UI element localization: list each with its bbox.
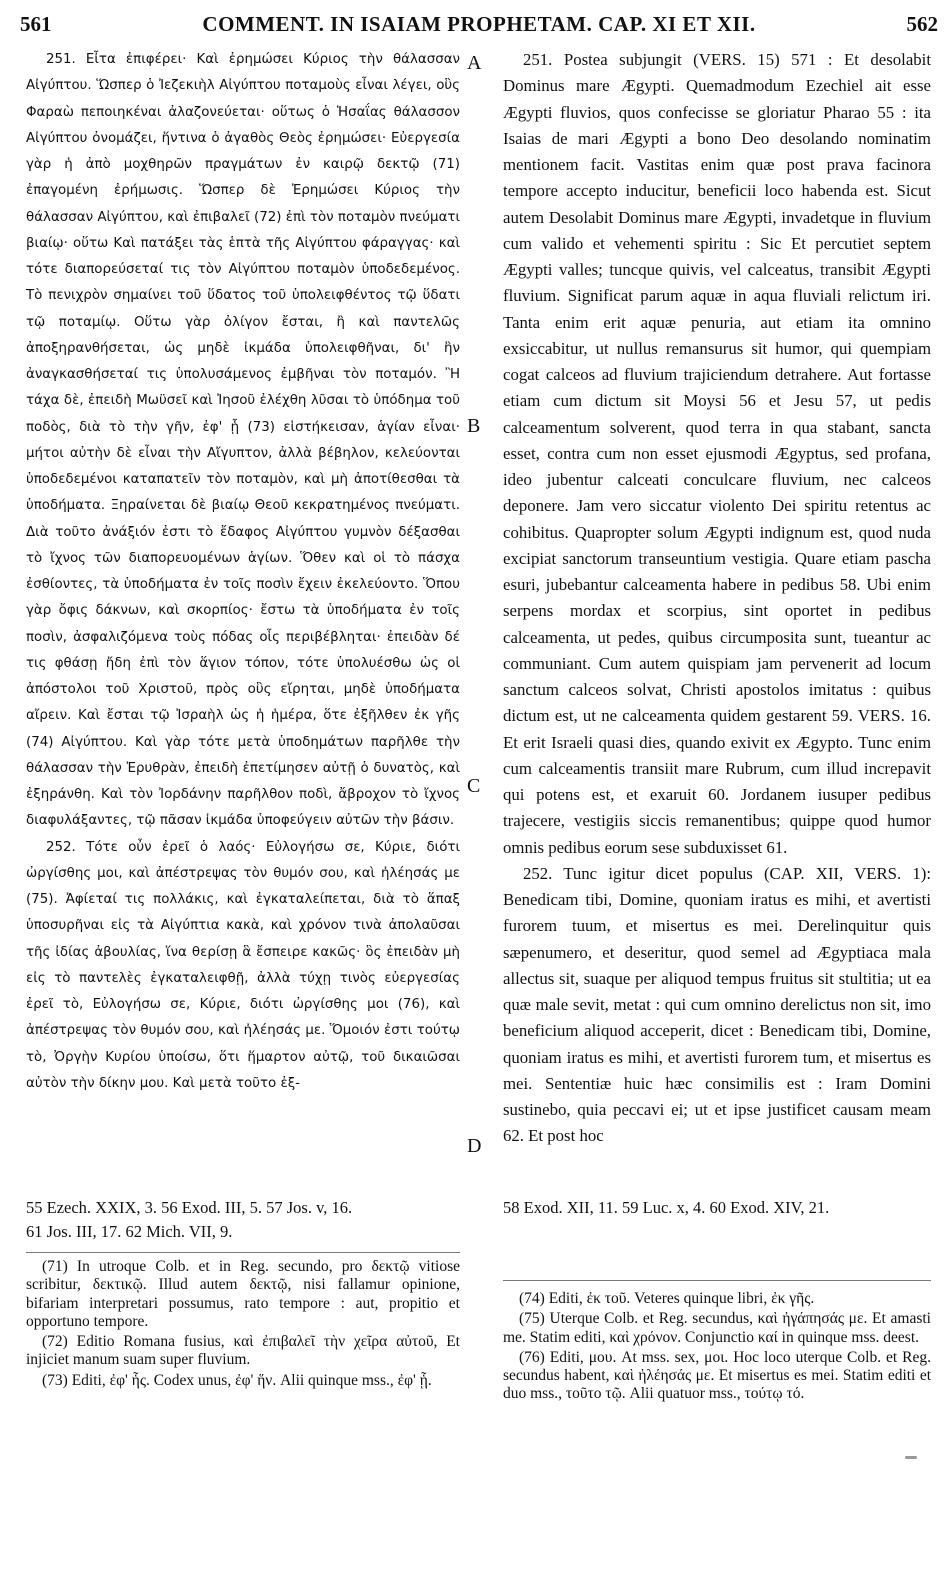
note-71: (71) In utroque Colb. et in Reg. secundo, pro δεκτῷ vitiose scribitur, δεκτικῷ. Illud autem δεκτῷ, nisi fallamur opinione, bifariam interpretari possumus, rato tempore : aut, propitio et opportuno tempore. [26,1258,460,1330]
reference-footnotes-right-1: 58 Exod. XII, 11. 59 Luc. x, 4. 60 Exod. XIV, 21. [503,1198,830,1217]
margin-letter-c: C [467,775,481,797]
note-76: (76) Editi, μου. At mss. sex, μοι. Hoc loco uterque Colb. et Reg. secundus habent, καὶ ἠλέησάς με. Et misertus es mei. Statim editi et duo mss., τοῦτο τῷ. Alii quatuor mss., τούτῳ τό. [503,1348,931,1403]
greek-paragraph-251: 251. Εἶτα ἐπιφέρει· Καὶ ἐρημώσει Κύριος τὴν θάλασσαν Αἰγύπτου. Ὥσπερ ὁ Ἰεζεκιὴλ Αἰγύπτου ποταμοὺς εἶναι λέγει, οὓς Φαραὼ πεποιηκέναι ἀλαζονεύεται· οὕτως ὁ Ἡσαΐας θάλασσον Αἰγύπτου ὀνομάζει, ἥντινα ὁ ἀγαθὸς Θεὸς ἐρημώσει· Εὐεργεσία γὰρ ἡ ἀπὸ μοχθηρῶν πραγμάτων ἐν καιρῷ δεκτῷ (71) ἐπαγομένη ἐρήμωσις. Ὥσπερ δὲ Ἐρημώσει Κύριος τὴν θάλασσαν Αἰγύπτου, καὶ ἐπιβαλεῖ (72) ἐπὶ τὸν ποταμὸν πνεύματι βιαίῳ· οὕτω Καὶ πατάξει τὰς ἑπτὰ τῆς Αἰγύπτου φάραγγας· καὶ τότε διαπορεύσεταί τις τὸν Αἰγύπτου ποταμὸν ὑποδεδεμένος. Τὸ πενιχρὸν σημαίνει τοῦ ὕδατος τοῦ ὑπολειφθέντος τῷ ὕδατι τῷ ποταμίῳ. Οὕτω γὰρ ὀλίγον ἔσται, ἢ καὶ παντελῶς ἀποξηρανθήσεται, ὡς μηδὲ ἰκμάδα ὑπολειφθῆναι, δι' ἣν ἀναγκασθήσεταί τις ὑπολυσάμενος ἐμβῆναι τὸν ποταμόν. Ἢ τάχα δὲ, ἐπειδὴ Μωϋσεῖ καὶ Ἰησοῦ ἐλέχθη λῦσαι τὸ ὑπόδημα τοῦ ποδὸς, διὰ τὸ τὴν γῆν, ἐφ' ᾗ (73) εἱστήκεισαν, ἁγίαν εἶναι· μήτοι αὐτὴν δὲ εἶναι τὴν Αἴγυπτον, ἀλλὰ βέβηλον, κελεύονται ὑποδεδεμένοι καταπατεῖν τὸν ποταμὸν, καὶ μὴ ἀποτίθεσθαι τὰ ὑποδήματα. Ξηραίνεται δὲ βιαίῳ Θεοῦ κεκρατημένος πνεύματι. Διὰ τοῦτο ἀνάξιόν ἐστι τὸ ἔδαφος Αἰγύπτου γυμνὸν δέξασθαι τὸ ἴχνος τῶν διαπορευομένων ἁγίων. Ὅθεν καὶ οἱ τὸ πάσχα ἐσθίοντες, τὰ ὑποδήματα ἐν τοῖς ποσὶν ἔχειν ἐκελεύοντο. Ὅπου γὰρ ὄφις δάκνων, καὶ σκορπίος· ἔστω τὰ ὑποδήματα ἐν τοῖς ποσὶν, ἀσφαλιζόμενα τοὺς πόδας οἷς περιβέβληται· ἐπειδὰν δέ τις φθάσῃ ἤδη ἐπὶ τὸν ἅγιον τόπον, τότε ὑπολυέσθω ὡς οἱ ἀπόστολοι τοῦ Χριστοῦ, πρὸς οὓς εἴρηται, μηδὲ ὑποδήματα αἴρειν. Καὶ ἔσται τῷ Ἰσραὴλ ὡς ἡ ἡμέρα, ὅτε ἐξῆλθεν ἐκ γῆς (74) Αἰγύπτου. Καὶ γὰρ τότε μετὰ ὑποδημάτων παρῆλθε τὴν θάλασσαν τὴν Ἐρυθρὰν, ἐπειδὴ ἐπετίμησεν αὐτῇ ὁ δυνατὸς, καὶ ἐξηράνθη. Καὶ τὸν Ἰορδάνην παρῆλθον ποδὶ, ἄβροχον τὸ ἴχνος διαφυλάξαντες, τῷ πᾶσαν ἰκμάδα ὑποφεύγειν αὐτῶν τὴν βάσιν. [26,52,460,829]
latin-paragraph-252: 252. Tunc igitur dicet populus (CAP. XII, VERS. 1): Benedicam tibi, Domine, quoniam iratus es mihi, et avertisti furorem tuum, et misertus es mei. Derelinquitur quis sæpenumero, et deseritur, quod semel ad Ægyptiaca mala allectus sit, suaque per aliquod tempus fruitus sit stultitia; ut ea quæ male sevit, metat : qui cum omnino derelictus non sit, imo beneficium aliquod acceperit, dicet : Benedicam tibi, Domine, quoniam iratus es mihi, et avertisti furorem tum, et misertus es mei. Sententiæ huic hæc consimilis est : Iram Domini sustinebo, quia peccavi ei; ut et ipse justificet causam meam 62. Et post hoc [503,863,931,1146]
note-73: (73) Editi, ἐφ' ἧς. Codex unus, ἐφ' ἥν. Alii quinque mss., ἐφ' ᾗ. [42,1371,432,1389]
margin-letter-a: A [467,52,482,74]
note-72: (72) Editio Romana fusius, καὶ ἐπιβαλεῖ τὴν χεῖρα αὐτοῦ, Et injiciet manum suam super fluvium. [26,1333,460,1369]
greek-paragraph-252: 252. Τότε οὖν ἐρεῖ ὁ λαός· Εὐλογήσω σε, Κύριε, διότι ὠργίσθης μοι, καὶ ἀπέστρεψας τὸν θυμόν σου, καὶ ἠλέησάς με (75). Ἀφίεταί τις πολλάκις, καὶ ἐγκαταλείπεται, διὰ τὸ ἅπαξ ὑποσυρῆναι εἰς τὰ Αἰγύπτια κακὰ, καὶ χρόνον τινὰ ἀπολαῦσαι τῆς ἰδίας ἀβουλίας, ἵνα θερίσῃ ἃ ἔσπειρε κακῶς· ὃς ἐπειδὰν μὴ εἰς τὸ παντελὲς ἐγκαταλειφθῇ, ἀλλὰ τύχῃ τινὸς εὐεργεσίας ἐρεῖ τὸ, Εὐλογήσω σε, Κύριε, διότι ὠργίσθης μοι (76), καὶ ἀπέστρεψας τὸν θυμόν σου, καὶ ἠλέησάς με. Ὅμοιόν ἐστι τούτῳ τὸ, Ὀργὴν Κυρίου ὑποίσω, ὅτι ἥμαρτον αὐτῷ, τοῦ δικαιῶσαι αὐτὸν τὴν δίκην μου. Καὶ μετὰ τοῦτο ἐξ- [26,839,460,1091]
critical-notes-right [503,1290,931,1406]
running-title: COMMENT. IN ISAIAM PROPHETAM. CAP. XI ET XII. [202,12,756,36]
reference-footnotes-left-1: 55 Ezech. XXIX, 3. 56 Exod. III, 5. 57 Jos. v, 16. [26,1198,353,1217]
latin-column [503,47,931,1150]
note-74: (74) Editi, ἐκ τοῦ. Veteres quinque libri, ἐκ γῆς. [519,1290,815,1307]
margin-letter-b: B [467,415,481,437]
notes-divider-right [503,1280,931,1281]
left-page-number: 561 [20,12,52,36]
reference-footnotes-left-2: 61 Jos. III, 17. 62 Mich. VII, 9. [26,1222,233,1241]
latin-paragraph-251: 251. Postea subjungit (VERS. 15) 571 : Et desolabit Dominus mare Ægypti. Quemadmodum Ezechiel ait esse Ægypti fluvios, quos confecisse se gloriatur Pharao 55 : ita Isaias de mari Ægypti a bono Deo desolando nominatim mentionem facit. Vastitas enim quæ post prava facinora tempore accepto inducitur, beneficii loco habenda est. Sicut autem Desolabit Dominus mare Ægypti, invadetque in fluvium cum valido et vehementi spiritu : Sic Et percutiet septem Ægypti valles; tuncque quivis, vel calceatus, transibit Ægypti fluvium. Significat parum aquæ in aqua fluviali relictum iri. Tanta enim erit aquæ penuria, aut etiam ita omnino exsiccabitur, ut nullus remansurus sit humor, qui quempiam cogat calceos ad fluvium trajiciendum detrahere. Aut fortasse etiam cum dictum sit Moysi 56 et Jesu 57, ut pedis calceamentum solverent, quod terra in qua stabant, sancta esset, contra cum non esset ejusmodi Ægyptus, sed profana, ideo jubentur calceati conculcare fluvium, nec calceos deponere. Jam vero siccatur violento Dei spiritu retentus ac cohibitus. Quapropter solum Ægypti indignum est, quod nuda excipiat sanctorum transeuntium vestigia. Quare etiam pascha esuri, jubebantur calceamenta habere in pedibus 58. Ubi enim serpens mordax et scorpius, sint oportet in pedibus calceamenta, ut pedes, quibus circumposita sunt, tueantur ac communiant. Cum autem quispiam jam pervenerit ad locum sanctum calceos solvat, Christi apostolos imitatus : quibus dictum est, ut ne calceamenta quidem gestarent 59. VERS. 16. Et erit Israeli quasi dies, quando exivit ex Ægypto. Tunc enim cum calceamentis transiit mare Rubrum, cum illud increpavit qui potens est, et exaruit 60. Jordanem iusuper pedibus trajecere, vestigiis siccis remanentibus; quippe quod humor omnis pedibus eorum sese subduxisset 61. [503,50,931,857]
greek-column [26,47,460,1097]
margin-letter-d: D [467,1135,482,1157]
right-page-number: 562 [906,12,938,36]
ink-smudge [905,1456,917,1459]
note-75: (75) Uterque Colb. et Reg. secundus, καὶ ἠγάπησάς με. Et amasti me. Statim editi, καὶ χρόνον. Conjunctio καί in quinque mss. deest. [503,1310,931,1346]
notes-divider-left [26,1252,460,1253]
page-header [20,10,938,40]
critical-notes-left [26,1258,460,1392]
